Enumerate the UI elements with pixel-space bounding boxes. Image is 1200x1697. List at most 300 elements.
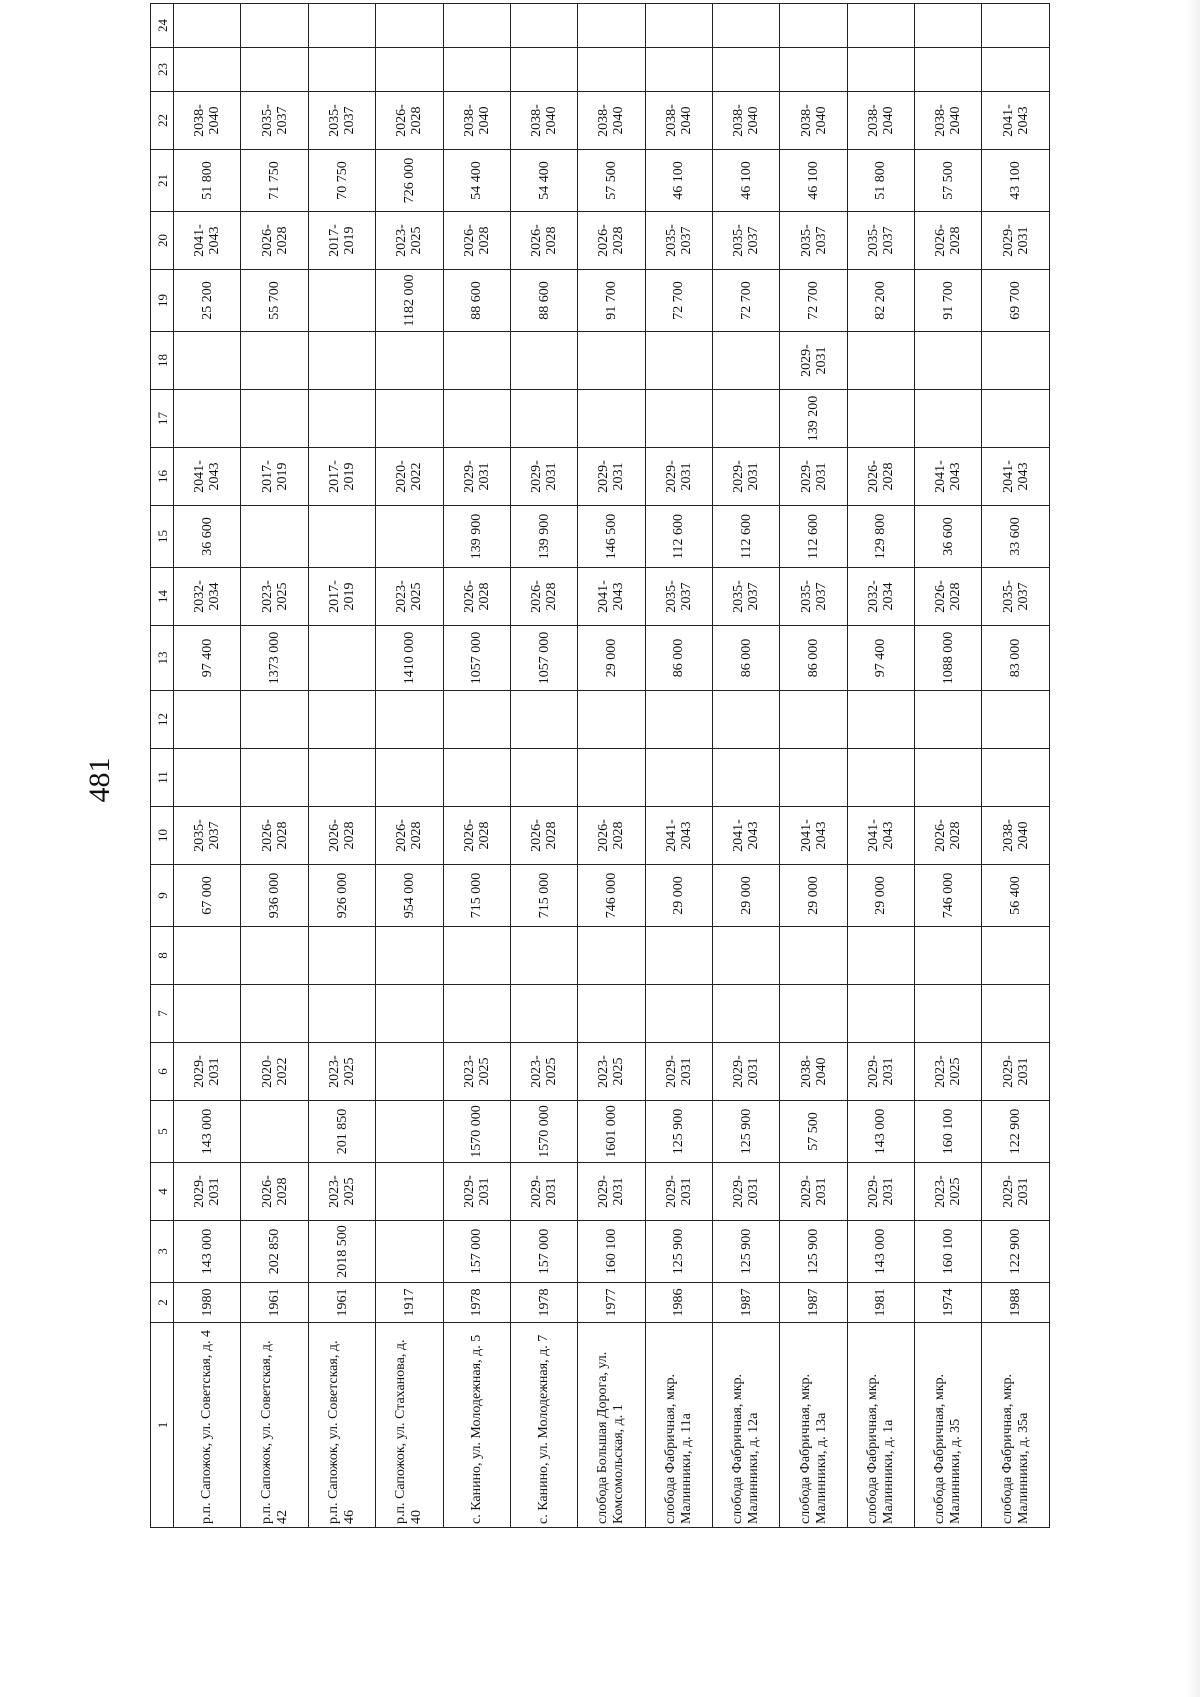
column-number: 13 bbox=[151, 626, 174, 691]
table-cell bbox=[645, 985, 712, 1043]
table-cell bbox=[174, 48, 241, 92]
table-row bbox=[645, 4, 712, 1528]
table-cell: 72 700 bbox=[780, 270, 847, 332]
table-cell bbox=[241, 691, 308, 749]
table-row bbox=[780, 4, 847, 1528]
table-cell bbox=[713, 691, 780, 749]
table-cell bbox=[847, 749, 914, 807]
table-cell: 86 000 bbox=[780, 626, 847, 691]
table-cell: 57 500 bbox=[780, 1101, 847, 1163]
table-cell: 143 000 bbox=[847, 1101, 914, 1163]
table-cell: 2041-2043 bbox=[578, 568, 645, 626]
table-cell bbox=[308, 390, 375, 448]
table-cell: 2038-2040 bbox=[443, 92, 510, 150]
address-cell: слобода Фабричная, мкр. Малинники, д. 13а bbox=[780, 1323, 847, 1528]
table-cell bbox=[780, 691, 847, 749]
table-cell: 139 200 bbox=[780, 390, 847, 448]
table-cell bbox=[915, 927, 982, 985]
table-cell bbox=[915, 390, 982, 448]
table-cell: 83 000 bbox=[982, 626, 1050, 691]
table-cell bbox=[174, 691, 241, 749]
table-cell: 125 900 bbox=[713, 1101, 780, 1163]
table-cell: 2023-2025 bbox=[443, 1043, 510, 1101]
table-cell: 2017-2019 bbox=[308, 212, 375, 270]
column-number: 22 bbox=[151, 92, 174, 150]
table-cell: 2026-2028 bbox=[915, 568, 982, 626]
table-cell bbox=[915, 332, 982, 390]
table-cell: 2038-2040 bbox=[645, 92, 712, 150]
table-cell bbox=[308, 626, 375, 691]
table-cell: 1373 000 bbox=[241, 626, 308, 691]
table-cell: 29 000 bbox=[780, 865, 847, 927]
table-cell bbox=[780, 48, 847, 92]
table-cell: 1917 bbox=[376, 1283, 443, 1323]
table-cell bbox=[443, 691, 510, 749]
table-cell: 51 800 bbox=[847, 150, 914, 212]
table-cell: 46 100 bbox=[713, 150, 780, 212]
table-cell: 2029-2031 bbox=[847, 1163, 914, 1221]
table-cell: 2038-2040 bbox=[780, 92, 847, 150]
table-cell bbox=[645, 691, 712, 749]
table-cell: 726 000 bbox=[376, 150, 443, 212]
column-number: 5 bbox=[151, 1101, 174, 1163]
table-cell: 112 600 bbox=[780, 506, 847, 568]
table-cell bbox=[645, 927, 712, 985]
table-cell: 2026-2028 bbox=[915, 212, 982, 270]
table-cell: 2017-2019 bbox=[241, 448, 308, 506]
table-cell: 2035-2037 bbox=[645, 568, 712, 626]
table-cell: 2041-2043 bbox=[915, 448, 982, 506]
column-number: 17 bbox=[151, 390, 174, 448]
table-cell: 2035-2037 bbox=[713, 212, 780, 270]
column-number: 4 bbox=[151, 1163, 174, 1221]
column-number: 21 bbox=[151, 150, 174, 212]
table-cell: 2035-2037 bbox=[713, 568, 780, 626]
table-cell: 82 200 bbox=[847, 270, 914, 332]
table-cell: 1961 bbox=[241, 1283, 308, 1323]
table-cell: 2038-2040 bbox=[847, 92, 914, 150]
table-cell: 1977 bbox=[578, 1283, 645, 1323]
column-number: 23 bbox=[151, 48, 174, 92]
table-cell: 2035-2037 bbox=[645, 212, 712, 270]
table-cell: 2026-2028 bbox=[443, 807, 510, 865]
table-cell bbox=[645, 390, 712, 448]
table-cell: 2038-2040 bbox=[713, 92, 780, 150]
table-cell: 71 750 bbox=[241, 150, 308, 212]
table-cell bbox=[174, 985, 241, 1043]
address-cell: слобода Фабричная, мкр. Малинники, д. 12а bbox=[713, 1323, 780, 1528]
table-cell bbox=[847, 48, 914, 92]
table-cell: 2035-2037 bbox=[174, 807, 241, 865]
table-cell: 1410 000 bbox=[376, 626, 443, 691]
table-cell: 2035-2037 bbox=[241, 92, 308, 150]
table-cell bbox=[510, 749, 577, 807]
address-cell: р.п. Сапожок, ул. Советская, д. 46 bbox=[308, 1323, 375, 1528]
table-cell bbox=[780, 4, 847, 48]
table-cell: 29 000 bbox=[847, 865, 914, 927]
page-number: 481 bbox=[83, 757, 116, 803]
table-row bbox=[174, 4, 241, 1528]
column-number: 11 bbox=[151, 749, 174, 807]
table-cell bbox=[982, 749, 1050, 807]
column-number: 6 bbox=[151, 1043, 174, 1101]
table-cell: 2029-2031 bbox=[713, 1043, 780, 1101]
table-cell: 2029-2031 bbox=[780, 448, 847, 506]
table-cell bbox=[780, 749, 847, 807]
table-cell: 54 400 bbox=[443, 150, 510, 212]
table-cell: 2026-2028 bbox=[376, 807, 443, 865]
table-cell: 1988 bbox=[982, 1283, 1050, 1323]
table-cell bbox=[174, 749, 241, 807]
table-cell bbox=[510, 927, 577, 985]
table-cell bbox=[578, 390, 645, 448]
table-cell: 2041-2043 bbox=[982, 448, 1050, 506]
table-cell: 33 600 bbox=[982, 506, 1050, 568]
table-cell: 25 200 bbox=[174, 270, 241, 332]
table-cell: 2023-2025 bbox=[376, 568, 443, 626]
table-cell bbox=[443, 985, 510, 1043]
table-cell bbox=[982, 927, 1050, 985]
table-cell: 2029-2031 bbox=[578, 448, 645, 506]
table-cell: 936 000 bbox=[241, 865, 308, 927]
table-row bbox=[443, 4, 510, 1528]
table-cell: 125 900 bbox=[780, 1221, 847, 1283]
table-cell: 1570 000 bbox=[443, 1101, 510, 1163]
table-cell: 129 800 bbox=[847, 506, 914, 568]
table-cell: 1981 bbox=[847, 1283, 914, 1323]
table-cell: 97 400 bbox=[174, 626, 241, 691]
table-cell: 125 900 bbox=[645, 1221, 712, 1283]
table-cell bbox=[915, 48, 982, 92]
table-row bbox=[241, 4, 308, 1528]
table-cell: 56 400 bbox=[982, 865, 1050, 927]
table-cell bbox=[443, 48, 510, 92]
table-row bbox=[915, 4, 982, 1528]
table-cell: 2023-2025 bbox=[308, 1043, 375, 1101]
table-cell: 125 900 bbox=[713, 1221, 780, 1283]
table-cell: 97 400 bbox=[847, 626, 914, 691]
column-number: 9 bbox=[151, 865, 174, 927]
table-cell: 2032-2034 bbox=[847, 568, 914, 626]
table-cell bbox=[174, 927, 241, 985]
table-cell: 157 000 bbox=[443, 1221, 510, 1283]
table-cell: 2035-2037 bbox=[308, 92, 375, 150]
table-cell: 1182 000 bbox=[376, 270, 443, 332]
table-cell: 112 600 bbox=[645, 506, 712, 568]
table-cell bbox=[578, 927, 645, 985]
table-cell: 2023-2025 bbox=[308, 1163, 375, 1221]
address-cell: слобода Фабричная, мкр. Малинники, д. 11а bbox=[645, 1323, 712, 1528]
table-cell bbox=[847, 390, 914, 448]
table-cell bbox=[510, 332, 577, 390]
table-cell: 88 600 bbox=[510, 270, 577, 332]
scan-edge-shadow bbox=[1186, 0, 1200, 1697]
table-cell bbox=[578, 4, 645, 48]
table-cell bbox=[376, 749, 443, 807]
table-cell bbox=[915, 4, 982, 48]
table-cell bbox=[982, 4, 1050, 48]
address-cell: р.п. Сапожок, ул. Стаханова, д. 40 bbox=[376, 1323, 443, 1528]
column-number: 1 bbox=[151, 1323, 174, 1528]
table-cell bbox=[915, 985, 982, 1043]
table-cell: 2023-2025 bbox=[510, 1043, 577, 1101]
table-cell: 2035-2037 bbox=[982, 568, 1050, 626]
table-cell bbox=[376, 332, 443, 390]
table-cell bbox=[308, 506, 375, 568]
table-cell: 1978 bbox=[510, 1283, 577, 1323]
table-cell: 2041-2043 bbox=[174, 212, 241, 270]
column-number: 2 bbox=[151, 1283, 174, 1323]
table-cell: 43 100 bbox=[982, 150, 1050, 212]
table-cell: 2035-2037 bbox=[847, 212, 914, 270]
column-number: 19 bbox=[151, 270, 174, 332]
table-cell: 2020-2022 bbox=[241, 1043, 308, 1101]
table-cell: 2029-2031 bbox=[780, 332, 847, 390]
table-cell: 122 900 bbox=[982, 1101, 1050, 1163]
table-cell: 2029-2031 bbox=[174, 1043, 241, 1101]
column-number: 16 bbox=[151, 448, 174, 506]
table-cell: 70 750 bbox=[308, 150, 375, 212]
table-cell bbox=[578, 332, 645, 390]
table-cell bbox=[982, 48, 1050, 92]
table-cell: 46 100 bbox=[780, 150, 847, 212]
table-cell bbox=[376, 48, 443, 92]
table-cell bbox=[982, 332, 1050, 390]
table-cell: 72 700 bbox=[713, 270, 780, 332]
table-cell: 29 000 bbox=[645, 865, 712, 927]
column-number: 24 bbox=[151, 4, 174, 48]
column-number: 12 bbox=[151, 691, 174, 749]
table-cell bbox=[713, 927, 780, 985]
table-cell bbox=[376, 390, 443, 448]
table-cell bbox=[713, 390, 780, 448]
table-cell bbox=[308, 749, 375, 807]
table-cell bbox=[645, 4, 712, 48]
table-cell: 2026-2028 bbox=[915, 807, 982, 865]
table-cell: 1980 bbox=[174, 1283, 241, 1323]
table-cell bbox=[443, 749, 510, 807]
table-cell bbox=[443, 927, 510, 985]
table-cell bbox=[376, 506, 443, 568]
table-cell: 2029-2031 bbox=[847, 1043, 914, 1101]
table-cell bbox=[308, 48, 375, 92]
table-cell bbox=[645, 48, 712, 92]
table-cell: 160 100 bbox=[915, 1101, 982, 1163]
table-cell: 2041-2043 bbox=[780, 807, 847, 865]
column-number: 18 bbox=[151, 332, 174, 390]
table-cell: 36 600 bbox=[915, 506, 982, 568]
address-cell: слобода Фабричная, мкр. Малинники, д. 35а bbox=[982, 1323, 1050, 1528]
table-cell: 202 850 bbox=[241, 1221, 308, 1283]
table-cell bbox=[308, 4, 375, 48]
table-cell: 36 600 bbox=[174, 506, 241, 568]
table-cell bbox=[847, 4, 914, 48]
table-cell: 2041-2043 bbox=[982, 92, 1050, 150]
table-cell bbox=[982, 985, 1050, 1043]
table-cell: 2029-2031 bbox=[645, 448, 712, 506]
table-cell: 2026-2028 bbox=[241, 212, 308, 270]
table-cell: 2029-2031 bbox=[780, 1163, 847, 1221]
table-cell bbox=[174, 332, 241, 390]
table-cell bbox=[308, 332, 375, 390]
table-cell bbox=[645, 749, 712, 807]
table-cell: 2026-2028 bbox=[241, 807, 308, 865]
table-cell: 2038-2040 bbox=[915, 92, 982, 150]
table-cell bbox=[241, 332, 308, 390]
column-number: 20 bbox=[151, 212, 174, 270]
table-cell: 2035-2037 bbox=[780, 212, 847, 270]
table-cell bbox=[645, 332, 712, 390]
table-cell bbox=[443, 4, 510, 48]
table-cell bbox=[376, 1221, 443, 1283]
table-cell bbox=[443, 390, 510, 448]
table-cell: 72 700 bbox=[645, 270, 712, 332]
table-cell: 926 000 bbox=[308, 865, 375, 927]
table-cell bbox=[510, 390, 577, 448]
table-cell: 146 500 bbox=[578, 506, 645, 568]
table-cell: 139 900 bbox=[510, 506, 577, 568]
table-cell bbox=[847, 332, 914, 390]
table-cell bbox=[241, 506, 308, 568]
table-cell: 2018 500 bbox=[308, 1221, 375, 1283]
table-cell bbox=[847, 985, 914, 1043]
address-cell: слобода Фабричная, мкр. Малинники, д. 1а bbox=[847, 1323, 914, 1528]
table-cell: 2029-2031 bbox=[982, 1163, 1050, 1221]
table-cell: 715 000 bbox=[510, 865, 577, 927]
address-cell: р.п. Сапожок, ул. Советская, д. 4 bbox=[174, 1323, 241, 1528]
table-cell: 125 900 bbox=[645, 1101, 712, 1163]
table-cell bbox=[308, 270, 375, 332]
table-cell: 2038-2040 bbox=[982, 807, 1050, 865]
table-cell bbox=[713, 332, 780, 390]
table-cell: 1978 bbox=[443, 1283, 510, 1323]
table-cell: 29 000 bbox=[578, 626, 645, 691]
table-cell bbox=[982, 390, 1050, 448]
table-cell bbox=[847, 691, 914, 749]
table-cell bbox=[241, 1101, 308, 1163]
table-cell bbox=[241, 48, 308, 92]
table-cell: 2026-2028 bbox=[578, 807, 645, 865]
table-cell: 2038-2040 bbox=[578, 92, 645, 150]
table-cell: 1974 bbox=[915, 1283, 982, 1323]
table-cell: 1986 bbox=[645, 1283, 712, 1323]
table-cell: 112 600 bbox=[713, 506, 780, 568]
table-cell: 2041-2043 bbox=[713, 807, 780, 865]
table-cell bbox=[174, 4, 241, 48]
table-cell: 2038-2040 bbox=[780, 1043, 847, 1101]
table-cell: 1057 000 bbox=[443, 626, 510, 691]
table-cell bbox=[578, 48, 645, 92]
table-cell: 69 700 bbox=[982, 270, 1050, 332]
column-number: 7 bbox=[151, 985, 174, 1043]
table-cell bbox=[376, 691, 443, 749]
table-row bbox=[713, 4, 780, 1528]
table-cell: 2026-2028 bbox=[510, 568, 577, 626]
register-table bbox=[150, 3, 1050, 1528]
column-number-row bbox=[151, 4, 174, 1528]
table-cell bbox=[241, 390, 308, 448]
table-cell: 746 000 bbox=[578, 865, 645, 927]
table-cell: 2026-2028 bbox=[510, 212, 577, 270]
table-cell: 51 800 bbox=[174, 150, 241, 212]
table-cell: 67 000 bbox=[174, 865, 241, 927]
table-cell bbox=[308, 985, 375, 1043]
table-cell: 2029-2031 bbox=[982, 212, 1050, 270]
address-cell: с. Канино, ул. Молодежная, д. 7 bbox=[510, 1323, 577, 1528]
table-cell: 2029-2031 bbox=[443, 1163, 510, 1221]
table-cell: 2029-2031 bbox=[510, 448, 577, 506]
table-cell: 2017-2019 bbox=[308, 448, 375, 506]
table-row bbox=[847, 4, 914, 1528]
table-cell: 715 000 bbox=[443, 865, 510, 927]
table-cell: 2026-2028 bbox=[376, 92, 443, 150]
table-cell bbox=[578, 749, 645, 807]
table-cell: 88 600 bbox=[443, 270, 510, 332]
table-cell: 2035-2037 bbox=[780, 568, 847, 626]
table-cell bbox=[308, 691, 375, 749]
table-cell: 143 000 bbox=[174, 1221, 241, 1283]
register-table-body bbox=[151, 4, 1050, 1528]
column-number: 14 bbox=[151, 568, 174, 626]
table-cell bbox=[510, 4, 577, 48]
table-cell: 46 100 bbox=[645, 150, 712, 212]
table-cell: 2029-2031 bbox=[174, 1163, 241, 1221]
table-cell: 2023-2025 bbox=[578, 1043, 645, 1101]
table-cell: 29 000 bbox=[713, 865, 780, 927]
table-cell: 1987 bbox=[713, 1283, 780, 1323]
column-number: 15 bbox=[151, 506, 174, 568]
table-cell bbox=[713, 4, 780, 48]
table-cell: 2041-2043 bbox=[645, 807, 712, 865]
column-number: 10 bbox=[151, 807, 174, 865]
table-cell bbox=[376, 1043, 443, 1101]
table-cell: 2023-2025 bbox=[915, 1163, 982, 1221]
table-cell bbox=[510, 48, 577, 92]
table-cell bbox=[376, 1101, 443, 1163]
table-cell bbox=[241, 927, 308, 985]
table-cell bbox=[510, 691, 577, 749]
table-cell: 2026-2028 bbox=[241, 1163, 308, 1221]
table-cell: 2041-2043 bbox=[847, 807, 914, 865]
address-cell: слобода Фабричная, мкр. Малинники, д. 35 bbox=[915, 1323, 982, 1528]
table-cell: 1987 bbox=[780, 1283, 847, 1323]
table-row bbox=[376, 4, 443, 1528]
table-cell: 2032-2034 bbox=[174, 568, 241, 626]
table-cell: 2026-2028 bbox=[510, 807, 577, 865]
table-cell: 1088 000 bbox=[915, 626, 982, 691]
table-row bbox=[510, 4, 577, 1528]
column-number: 3 bbox=[151, 1221, 174, 1283]
table-cell bbox=[578, 691, 645, 749]
table-cell: 1601 000 bbox=[578, 1101, 645, 1163]
table-cell: 2026-2028 bbox=[578, 212, 645, 270]
table-cell: 2026-2028 bbox=[847, 448, 914, 506]
table-cell: 1057 000 bbox=[510, 626, 577, 691]
table-cell bbox=[174, 390, 241, 448]
table-cell: 2023-2025 bbox=[915, 1043, 982, 1101]
table-cell bbox=[376, 927, 443, 985]
table-cell bbox=[241, 749, 308, 807]
table-cell: 55 700 bbox=[241, 270, 308, 332]
table-cell bbox=[578, 985, 645, 1043]
table-cell: 2029-2031 bbox=[510, 1163, 577, 1221]
table-cell: 2029-2031 bbox=[645, 1043, 712, 1101]
table-cell bbox=[713, 48, 780, 92]
table-cell: 57 500 bbox=[578, 150, 645, 212]
register-table-container bbox=[150, 19, 1050, 1528]
address-cell: р.п. Сапожок, ул. Советская, д. 42 bbox=[241, 1323, 308, 1528]
table-row bbox=[982, 4, 1050, 1528]
